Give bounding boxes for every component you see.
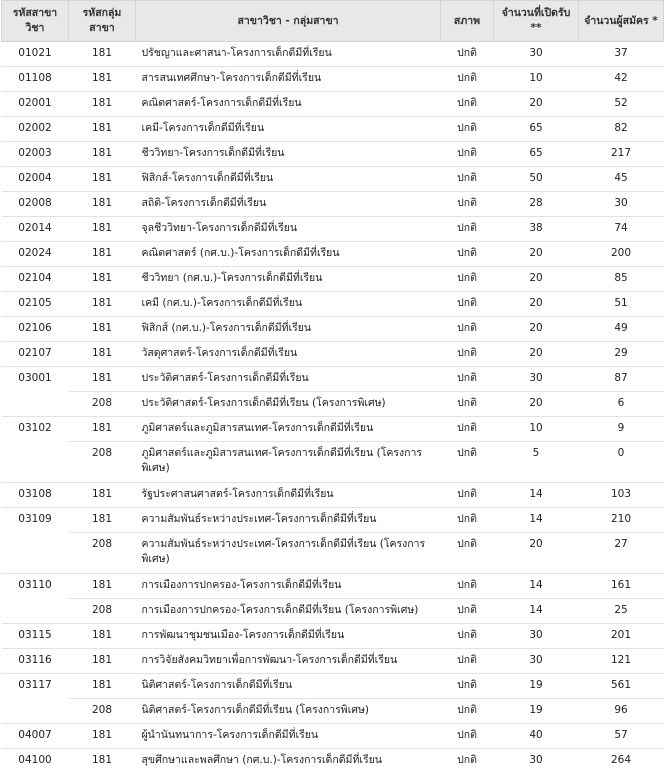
cell-code: 02104 bbox=[2, 267, 69, 292]
table-row bbox=[2, 483, 664, 508]
cell-code bbox=[2, 533, 69, 574]
cell-name: ภูมิศาสตร์และภูมิสารสนเทศ-โครงการเด็กดีมีที่เรียน bbox=[136, 417, 441, 442]
cell-open: 20 bbox=[494, 292, 579, 317]
table-row bbox=[2, 92, 664, 117]
header-applicants[interactable]: จำนวนผู้สมัคร * bbox=[579, 1, 664, 42]
cell-open: 65 bbox=[494, 142, 579, 167]
cell-applicants: 103 bbox=[579, 483, 664, 508]
cell-open: 20 bbox=[494, 92, 579, 117]
cell-open: 30 bbox=[494, 42, 579, 67]
cell-open: 20 bbox=[494, 342, 579, 367]
cell-applicants: 30 bbox=[579, 192, 664, 217]
table-row bbox=[2, 417, 664, 442]
cell-code: 01108 bbox=[2, 67, 69, 92]
cell-code: 02003 bbox=[2, 142, 69, 167]
cell-code: 04100 bbox=[2, 749, 69, 774]
cell-group: 181 bbox=[69, 192, 136, 217]
table-row bbox=[2, 649, 664, 674]
cell-code: 03108 bbox=[2, 483, 69, 508]
cell-group: 181 bbox=[69, 317, 136, 342]
cell-code: 02008 bbox=[2, 192, 69, 217]
cell-name: การเมืองการปกครอง-โครงการเด็กดีมีที่เรียน bbox=[136, 574, 441, 599]
cell-group: 208 bbox=[69, 442, 136, 483]
cell-open: 14 bbox=[494, 574, 579, 599]
table-row bbox=[2, 217, 664, 242]
cell-applicants: 6 bbox=[579, 392, 664, 417]
cell-code: 02106 bbox=[2, 317, 69, 342]
cell-name: ผู้นำนันทนาการ-โครงการเด็กดีมีที่เรียน bbox=[136, 724, 441, 749]
cell-code bbox=[2, 599, 69, 624]
cell-name: คณิตศาสตร์ (กศ.บ.)-โครงการเด็กดีมีที่เรียน bbox=[136, 242, 441, 267]
table-row bbox=[2, 442, 664, 483]
cell-name: นิติศาสตร์-โครงการเด็กดีมีที่เรียน bbox=[136, 674, 441, 699]
cell-applicants: 57 bbox=[579, 724, 664, 749]
cell-status: ปกติ bbox=[441, 533, 494, 574]
cell-open: 20 bbox=[494, 392, 579, 417]
cell-open: 30 bbox=[494, 649, 579, 674]
table-row bbox=[2, 699, 664, 724]
cell-applicants: 264 bbox=[579, 749, 664, 774]
cell-applicants: 96 bbox=[579, 699, 664, 724]
cell-name: ฟิสิกส์ (กศ.บ.)-โครงการเด็กดีมีที่เรียน bbox=[136, 317, 441, 342]
cell-status: ปกติ bbox=[441, 217, 494, 242]
cell-group: 181 bbox=[69, 67, 136, 92]
table-row bbox=[2, 392, 664, 417]
cell-group: 181 bbox=[69, 674, 136, 699]
cell-open: 20 bbox=[494, 317, 579, 342]
cell-group: 181 bbox=[69, 574, 136, 599]
cell-name: ชีววิทยา-โครงการเด็กดีมีที่เรียน bbox=[136, 142, 441, 167]
cell-name: จุลชีววิทยา-โครงการเด็กดีมีที่เรียน bbox=[136, 217, 441, 242]
cell-applicants: 51 bbox=[579, 292, 664, 317]
cell-applicants: 27 bbox=[579, 533, 664, 574]
cell-name: คณิตศาสตร์-โครงการเด็กดีมีที่เรียน bbox=[136, 92, 441, 117]
cell-applicants: 217 bbox=[579, 142, 664, 167]
cell-open: 10 bbox=[494, 67, 579, 92]
cell-group: 208 bbox=[69, 699, 136, 724]
table-row bbox=[2, 292, 664, 317]
cell-status: ปกติ bbox=[441, 649, 494, 674]
table-row bbox=[2, 167, 664, 192]
table-row bbox=[2, 142, 664, 167]
admissions-table bbox=[1, 0, 664, 774]
cell-open: 40 bbox=[494, 724, 579, 749]
cell-status: ปกติ bbox=[441, 267, 494, 292]
table-row bbox=[2, 67, 664, 92]
cell-group: 181 bbox=[69, 242, 136, 267]
cell-status: ปกติ bbox=[441, 699, 494, 724]
cell-applicants: 0 bbox=[579, 442, 664, 483]
cell-code: 03117 bbox=[2, 674, 69, 699]
cell-code: 02002 bbox=[2, 117, 69, 142]
cell-code: 03109 bbox=[2, 508, 69, 533]
header-group[interactable]: รหัสกลุ่มสาขา bbox=[69, 1, 136, 42]
cell-open: 65 bbox=[494, 117, 579, 142]
cell-group: 181 bbox=[69, 92, 136, 117]
cell-status: ปกติ bbox=[441, 417, 494, 442]
cell-code: 03115 bbox=[2, 624, 69, 649]
cell-status: ปกติ bbox=[441, 749, 494, 774]
header-name[interactable]: สาขาวิชา - กลุ่มสาขา bbox=[136, 1, 441, 42]
cell-group: 181 bbox=[69, 624, 136, 649]
table-row bbox=[2, 624, 664, 649]
cell-name: สถิติ-โครงการเด็กดีมีที่เรียน bbox=[136, 192, 441, 217]
table-row bbox=[2, 674, 664, 699]
cell-open: 38 bbox=[494, 217, 579, 242]
table-row bbox=[2, 317, 664, 342]
cell-name: รัฐประศาสนศาสตร์-โครงการเด็กดีมีที่เรียน bbox=[136, 483, 441, 508]
cell-name: การเมืองการปกครอง-โครงการเด็กดีมีที่เรียน (โครงการพิเศษ) bbox=[136, 599, 441, 624]
cell-open: 19 bbox=[494, 699, 579, 724]
cell-open: 28 bbox=[494, 192, 579, 217]
cell-open: 14 bbox=[494, 599, 579, 624]
cell-status: ปกติ bbox=[441, 92, 494, 117]
cell-status: ปกติ bbox=[441, 442, 494, 483]
cell-status: ปกติ bbox=[441, 624, 494, 649]
cell-code bbox=[2, 442, 69, 483]
cell-name: นิติศาสตร์-โครงการเด็กดีมีที่เรียน (โครงการพิเศษ) bbox=[136, 699, 441, 724]
cell-group: 208 bbox=[69, 533, 136, 574]
cell-status: ปกติ bbox=[441, 117, 494, 142]
cell-group: 208 bbox=[69, 392, 136, 417]
cell-group: 181 bbox=[69, 508, 136, 533]
cell-status: ปกติ bbox=[441, 317, 494, 342]
cell-group: 181 bbox=[69, 749, 136, 774]
header-code[interactable]: รหัสสาขาวิชา bbox=[2, 1, 69, 42]
cell-name: การพัฒนาชุมชนเมือง-โครงการเด็กดีมีที่เรียน bbox=[136, 624, 441, 649]
cell-group: 208 bbox=[69, 599, 136, 624]
table-row bbox=[2, 342, 664, 367]
cell-name: สุขศึกษาและพลศึกษา (กศ.บ.)-โครงการเด็กดีมีที่เรียน bbox=[136, 749, 441, 774]
cell-code: 02024 bbox=[2, 242, 69, 267]
cell-open: 20 bbox=[494, 267, 579, 292]
cell-code: 03110 bbox=[2, 574, 69, 599]
table-row bbox=[2, 192, 664, 217]
table-row bbox=[2, 599, 664, 624]
cell-code: 02014 bbox=[2, 217, 69, 242]
cell-group: 181 bbox=[69, 42, 136, 67]
cell-status: ปกติ bbox=[441, 142, 494, 167]
cell-status: ปกติ bbox=[441, 367, 494, 392]
cell-name: การวิจัยสังคมวิทยาเพื่อการพัฒนา-โครงการเด็กดีมีที่เรียน bbox=[136, 649, 441, 674]
cell-applicants: 87 bbox=[579, 367, 664, 392]
cell-open: 10 bbox=[494, 417, 579, 442]
cell-open: 5 bbox=[494, 442, 579, 483]
cell-applicants: 201 bbox=[579, 624, 664, 649]
cell-open: 30 bbox=[494, 367, 579, 392]
cell-applicants: 52 bbox=[579, 92, 664, 117]
cell-open: 14 bbox=[494, 483, 579, 508]
table-row bbox=[2, 508, 664, 533]
cell-code: 01021 bbox=[2, 42, 69, 67]
table-row bbox=[2, 367, 664, 392]
table-row bbox=[2, 533, 664, 574]
cell-applicants: 29 bbox=[579, 342, 664, 367]
cell-name: ปรัชญาและศาสนา-โครงการเด็กดีมีที่เรียน bbox=[136, 42, 441, 67]
cell-name: ภูมิศาสตร์และภูมิสารสนเทศ-โครงการเด็กดีมีที่เรียน (โครงการพิเศษ) bbox=[136, 442, 441, 483]
header-open[interactable]: จำนวนที่เปิดรับ ** bbox=[494, 1, 579, 42]
cell-open: 19 bbox=[494, 674, 579, 699]
cell-group: 181 bbox=[69, 367, 136, 392]
cell-applicants: 37 bbox=[579, 42, 664, 67]
cell-applicants: 49 bbox=[579, 317, 664, 342]
cell-group: 181 bbox=[69, 167, 136, 192]
cell-group: 181 bbox=[69, 724, 136, 749]
table-row bbox=[2, 42, 664, 67]
cell-status: ปกติ bbox=[441, 42, 494, 67]
cell-code bbox=[2, 699, 69, 724]
cell-applicants: 561 bbox=[579, 674, 664, 699]
cell-code: 02107 bbox=[2, 342, 69, 367]
cell-applicants: 161 bbox=[579, 574, 664, 599]
cell-status: ปกติ bbox=[441, 192, 494, 217]
cell-status: ปกติ bbox=[441, 342, 494, 367]
cell-group: 181 bbox=[69, 483, 136, 508]
cell-applicants: 9 bbox=[579, 417, 664, 442]
cell-status: ปกติ bbox=[441, 508, 494, 533]
cell-applicants: 121 bbox=[579, 649, 664, 674]
cell-group: 181 bbox=[69, 117, 136, 142]
cell-status: ปกติ bbox=[441, 674, 494, 699]
cell-status: ปกติ bbox=[441, 242, 494, 267]
cell-open: 30 bbox=[494, 749, 579, 774]
cell-name: ประวัติศาสตร์-โครงการเด็กดีมีที่เรียน (โครงการพิเศษ) bbox=[136, 392, 441, 417]
cell-applicants: 74 bbox=[579, 217, 664, 242]
cell-group: 181 bbox=[69, 649, 136, 674]
cell-status: ปกติ bbox=[441, 599, 494, 624]
cell-name: ความสัมพันธ์ระหว่างประเทศ-โครงการเด็กดีมีที่เรียน bbox=[136, 508, 441, 533]
cell-applicants: 85 bbox=[579, 267, 664, 292]
cell-status: ปกติ bbox=[441, 167, 494, 192]
cell-code: 04007 bbox=[2, 724, 69, 749]
table-row bbox=[2, 267, 664, 292]
cell-open: 30 bbox=[494, 624, 579, 649]
cell-name: สารสนเทศศึกษา-โครงการเด็กดีมีที่เรียน bbox=[136, 67, 441, 92]
cell-open: 20 bbox=[494, 242, 579, 267]
cell-status: ปกติ bbox=[441, 574, 494, 599]
header-status[interactable]: สภาพ bbox=[441, 1, 494, 42]
cell-status: ปกติ bbox=[441, 724, 494, 749]
cell-group: 181 bbox=[69, 217, 136, 242]
cell-name: เคมี (กศ.บ.)-โครงการเด็กดีมีที่เรียน bbox=[136, 292, 441, 317]
cell-name: ประวัติศาสตร์-โครงการเด็กดีมีที่เรียน bbox=[136, 367, 441, 392]
cell-code: 02001 bbox=[2, 92, 69, 117]
cell-status: ปกติ bbox=[441, 67, 494, 92]
table-row bbox=[2, 117, 664, 142]
cell-applicants: 210 bbox=[579, 508, 664, 533]
cell-name: ฟิสิกส์-โครงการเด็กดีมีที่เรียน bbox=[136, 167, 441, 192]
cell-name: วัสดุศาสตร์-โครงการเด็กดีมีที่เรียน bbox=[136, 342, 441, 367]
cell-applicants: 200 bbox=[579, 242, 664, 267]
cell-applicants: 45 bbox=[579, 167, 664, 192]
cell-status: ปกติ bbox=[441, 392, 494, 417]
table-row bbox=[2, 749, 664, 774]
cell-group: 181 bbox=[69, 417, 136, 442]
cell-group: 181 bbox=[69, 292, 136, 317]
table-row bbox=[2, 724, 664, 749]
table-row bbox=[2, 242, 664, 267]
table-header-row bbox=[2, 1, 664, 42]
cell-code: 03116 bbox=[2, 649, 69, 674]
cell-applicants: 82 bbox=[579, 117, 664, 142]
cell-applicants: 25 bbox=[579, 599, 664, 624]
cell-status: ปกติ bbox=[441, 292, 494, 317]
cell-code: 03102 bbox=[2, 417, 69, 442]
cell-code: 02105 bbox=[2, 292, 69, 317]
cell-open: 50 bbox=[494, 167, 579, 192]
cell-name: ชีววิทยา (กศ.บ.)-โครงการเด็กดีมีที่เรียน bbox=[136, 267, 441, 292]
cell-code: 02004 bbox=[2, 167, 69, 192]
cell-name: เคมี-โครงการเด็กดีมีที่เรียน bbox=[136, 117, 441, 142]
cell-code: 03001 bbox=[2, 367, 69, 392]
cell-status: ปกติ bbox=[441, 483, 494, 508]
cell-open: 20 bbox=[494, 533, 579, 574]
table-row bbox=[2, 574, 664, 599]
cell-group: 181 bbox=[69, 142, 136, 167]
cell-code bbox=[2, 392, 69, 417]
cell-applicants: 42 bbox=[579, 67, 664, 92]
cell-group: 181 bbox=[69, 267, 136, 292]
cell-open: 14 bbox=[494, 508, 579, 533]
cell-name: ความสัมพันธ์ระหว่างประเทศ-โครงการเด็กดีมีที่เรียน (โครงการพิเศษ) bbox=[136, 533, 441, 574]
cell-group: 181 bbox=[69, 342, 136, 367]
